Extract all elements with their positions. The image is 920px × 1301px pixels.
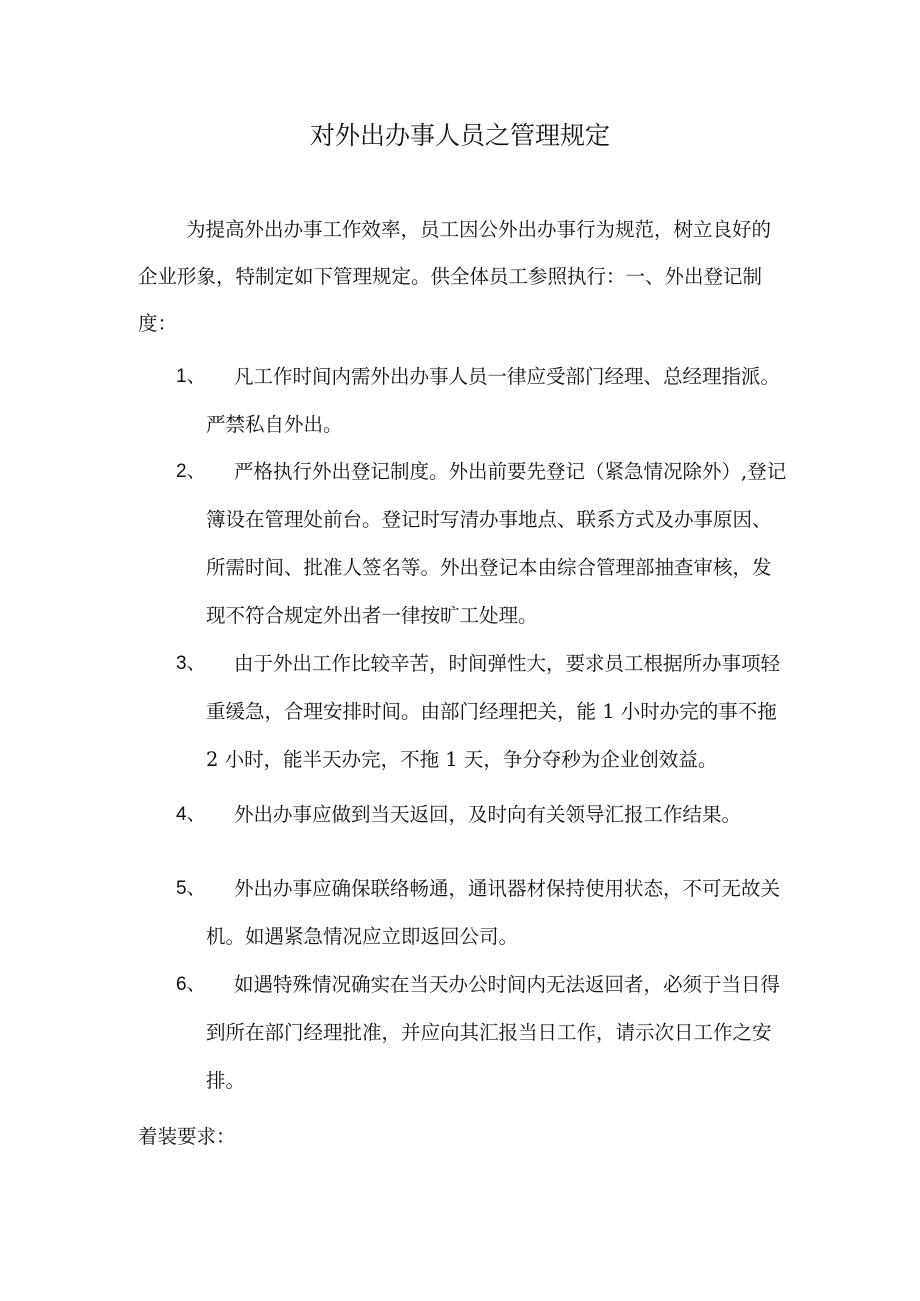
list-item-text: 凡工作时间内需外出办事人员一律应受部门经理、总经理指派。严禁私自外出。 <box>206 365 781 436</box>
list-item-4 <box>176 791 788 839</box>
document-title: 对外出办事人员之管理规定 <box>309 121 610 150</box>
list-item-number: 6、 <box>176 974 206 995</box>
intro-paragraph: 为提高外出办事工作效率，员工因公外出办事行为规范，树立良好的企业形象，特制定如下管理规定。供全体员工参照执行：一、外出登记制度： <box>138 218 772 335</box>
list-item-number: 1、 <box>176 366 206 387</box>
list-item-number: 3、 <box>176 653 206 674</box>
dress-code-label: 着装要求： <box>138 1125 236 1148</box>
list-item-text: 外出办事应确保联络畅通，通讯器材保持使用状态，不可无故关机。如遇紧急情况应立即返回公司。 <box>206 877 781 948</box>
list-item-5 <box>176 865 788 961</box>
list-item-text: 由于外出工作比较辛苦，时间弹性大，要求员工根据所办事项轻重缓急，合理安排时间。由部门经理把关，能 1 小时办完的事不拖 2 小时，能半天办完，不拖 1 天，争分夺秒为企业创效益。 <box>206 652 781 771</box>
list-item-number: 4、 <box>176 804 206 825</box>
list-item-2 <box>176 448 788 640</box>
list-item-number: 2、 <box>176 461 206 482</box>
list-item-3 <box>176 640 788 784</box>
list-item-text: 外出办事应做到当天返回，及时向有关领导汇报工作结果。 <box>234 803 742 826</box>
list-item-1 <box>176 353 788 449</box>
list-item-6 <box>176 961 788 1105</box>
list-item-text: 如遇特殊情况确实在当天办公时间内无法返回者，必须于当日得到所在部门经理批准，并应向其汇报当日工作，请示次日工作之安排。 <box>206 973 781 1092</box>
list-item-text: 严格执行外出登记制度。外出前要先登记（紧急情况除外）,登记簿设在管理处前台。登记时写清办事地点、联系方式及办事原因、所需时间、批准人签名等。外出登记本由综合管理部抽查审核，发现不符合规定外出者一律按旷工处理。 <box>206 460 787 627</box>
list-item-number: 5、 <box>176 878 206 899</box>
